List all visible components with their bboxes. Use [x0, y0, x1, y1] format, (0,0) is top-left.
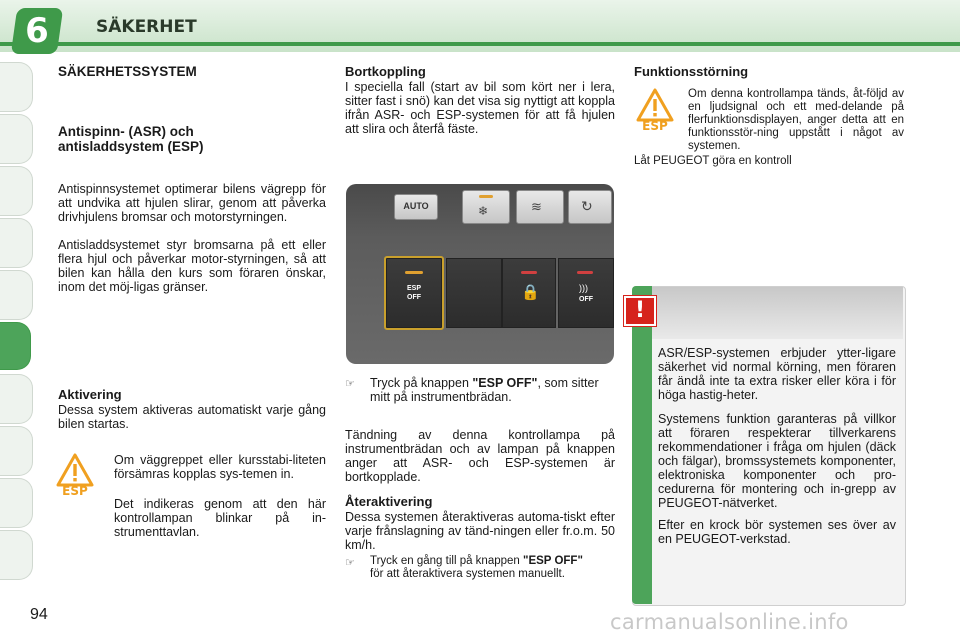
- bullet-reactivate: [370, 555, 620, 581]
- exclamation-icon: !: [624, 296, 656, 326]
- watermark: carmanualsonline.info: [610, 610, 849, 634]
- notice-header-band: [652, 287, 903, 339]
- warning-text-2: Det indikeras genom att den här kontrollampan blinkar på in-strumenttavlan.: [114, 497, 326, 539]
- bullet-icon: ☞: [345, 378, 355, 390]
- activation-text: Dessa system aktiveras automatiskt varje gång bilen startas.: [58, 403, 326, 431]
- intro-paragraph-1: Antispinnsystemet optimerar bilens vägrepp för att undvika att hjulen slirar, genom att påverka drivhjulens bromsar och motorstyrningen.: [58, 182, 326, 224]
- bullet1-post: , som sitter mitt på instrumentbrädan.: [370, 376, 599, 404]
- airflow-button: [516, 190, 564, 224]
- chapter-number: 6: [25, 11, 49, 51]
- defrost-led: [479, 195, 493, 198]
- auto-button-label: AUTO: [403, 201, 429, 211]
- park-sensor-label: OFF: [579, 296, 593, 303]
- bullet-icon-2: ☞: [345, 557, 355, 569]
- side-tab-2[interactable]: [0, 114, 33, 164]
- section-title: SÄKERHETSSYSTEM: [58, 64, 197, 79]
- bullet2-post: för att återaktivera systemen manuellt.: [370, 568, 565, 580]
- side-tab-5[interactable]: [0, 270, 33, 320]
- disconnect-heading: Bortkoppling: [345, 64, 426, 79]
- lock-icon: 🔒: [521, 284, 540, 301]
- chapter-title: SÄKERHET: [96, 17, 197, 37]
- park-sensor-button: [558, 258, 614, 328]
- warning-triangle-icon-2: [636, 88, 674, 122]
- ignition-text: Tändning av denna kontrollampa på instrumentbrädan och av lampan på knappen anger att ASR- och ESP-systemen är bortkopplade.: [345, 428, 615, 484]
- intro-paragraph-2: Antisladdsystemet styr bromsarna på ett eller flera hjul och påverkar motor-styrningen, så att bilen kan hålla den kurs som föraren önskar, inom det möj-ligas gränser.: [58, 238, 326, 294]
- bullet1-bold: "ESP OFF": [472, 376, 538, 390]
- side-tab-3[interactable]: [0, 166, 33, 216]
- bullet2-pre: Tryck en gång till på knappen: [370, 555, 523, 567]
- door-lock-button: [502, 258, 556, 328]
- page-number: 94: [30, 606, 48, 623]
- auto-button: [394, 194, 438, 220]
- malfunction-action: Låt PEUGEOT göra en kontroll: [634, 155, 792, 167]
- esp-off-label-2: OFF: [407, 294, 421, 301]
- section-subtitle: Antispinn- (ASR) och antisladdsystem (ESP): [58, 124, 204, 154]
- malfunction-heading: Funktionsstörning: [634, 64, 749, 79]
- side-tab-4[interactable]: [0, 218, 33, 268]
- defrost-icon: ❄: [478, 204, 489, 218]
- esp-off-highlight: [384, 256, 444, 330]
- park-sensor-icon: ))): [579, 283, 588, 293]
- warning-text-1: Om väggreppet eller kursstabi-liteten försämras kopplas sys-temen in.: [114, 453, 326, 481]
- side-tab-8[interactable]: [0, 426, 33, 476]
- esp-warning-lamp-icon: [56, 453, 94, 499]
- dashboard-buttons-photo: [346, 184, 614, 364]
- notice-paragraph-1: ASR/ESP-systemen erbjuder ytter-ligare säkerhet vid normal körning, men föraren får ändå inte ta extra risker eller köra i för höga hastig-heter.: [658, 346, 896, 402]
- esp-malfunction-lamp-icon: [636, 88, 674, 134]
- reactivation-text: Dessa systemen återaktiveras automa-tiskt efter varje frånslagning av tänd-ningen eller fr.o.m. 50 km/h.: [345, 510, 615, 552]
- park-sensor-led: [577, 271, 593, 274]
- bullet2-bold: "ESP OFF": [523, 555, 583, 567]
- notice-side-bar: [632, 286, 652, 604]
- header-rule: [0, 42, 960, 46]
- side-tab-6-active[interactable]: [0, 322, 31, 370]
- notice-paragraph-3: Efter en krock bör systemen ses över av en PEUGEOT-verkstad.: [658, 518, 896, 546]
- disconnect-text: I speciella fall (start av bil som kört ner i lera, sitter fast i snö) kan det visa sig nyttigt att koppla ifrån ASR- och ESP-systemen för att få hjulen att slira och återfå fäste.: [345, 80, 615, 136]
- side-tab-9[interactable]: [0, 478, 33, 528]
- side-tab-7[interactable]: [0, 374, 33, 424]
- esp-off-label-1: ESP: [406, 285, 421, 292]
- bullet1-pre: Tryck på knappen: [370, 376, 473, 390]
- blank-button: [446, 258, 502, 328]
- side-tab-10[interactable]: [0, 530, 33, 580]
- door-lock-led: [521, 271, 537, 274]
- recirculation-button: [568, 190, 612, 224]
- activation-heading: Aktivering: [58, 387, 122, 402]
- side-tab-1[interactable]: [0, 62, 33, 112]
- bullet-press-esp-off: [370, 376, 616, 404]
- esp-lamp-label: ESP: [62, 484, 88, 498]
- warning-triangle-icon: [56, 453, 94, 487]
- airflow-icon: ≋: [531, 199, 542, 214]
- recirculation-icon: ↻: [581, 198, 593, 214]
- malfunction-text: Om denna kontrollampa tänds, åt-följd av en ljudsignal och ett med-delande på flerfunktionsdisplayen, anger detta att en funktionsstör-ning uppstått i något av systemen.: [688, 88, 904, 152]
- notice-paragraph-2: Systemens funktion garanteras på villkor att föraren respekterar tillverkarens rekommendationer i fråga om hjulen (däck och fälgar), bromssystemets komponenter, elektroniska komponenter och pro-cedurerna för montering och in-grepp av PEUGEOT-nätverket.: [658, 412, 896, 510]
- esp-malfunction-label: ESP: [642, 119, 668, 133]
- reactivation-heading: Återaktivering: [345, 494, 433, 509]
- defrost-button: [462, 190, 510, 224]
